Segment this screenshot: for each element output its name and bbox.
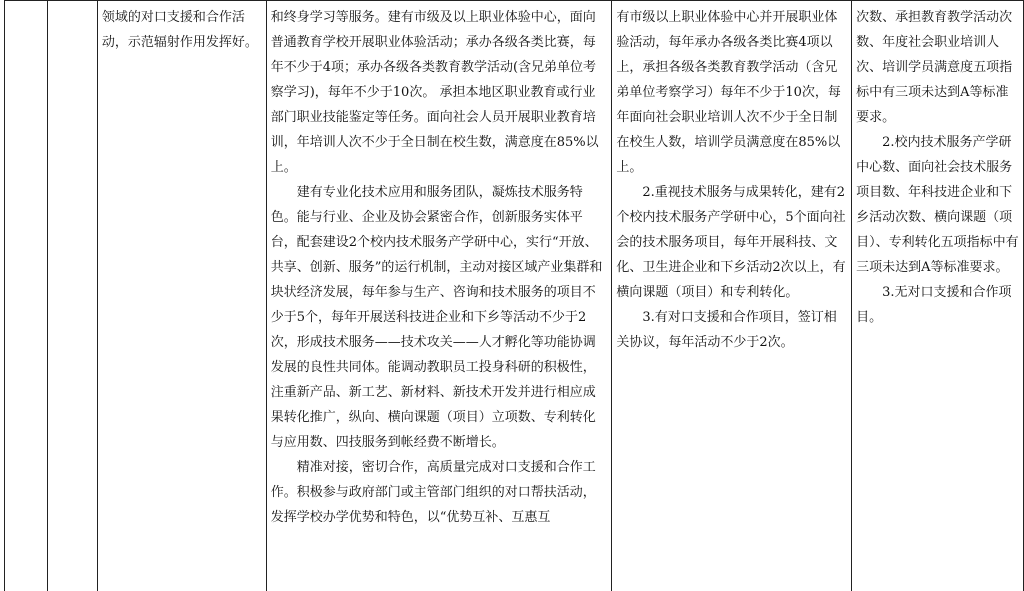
col-indicator-cell <box>97 1 266 591</box>
standard-paragraph-2: 建有专业化技术应用和服务团队，凝炼技术服务特色。能与行业、企业及协会紧密合作，创新服务实体平台，配套建设2个校内技术服务产学研中心，实行“开放、共享、创新、服务”的运行机制，主动对接区域产业集群和块状经济发展，每年参与生产、咨询和技术服务的项目不少于5个，每年开展送科技进企业和下乡等活动不少于2次，形成技术服务——技术攻关——人才孵化等功能协调发展的良性共同体。能调动教职员工投身科研的积极性，注重新产品、新工艺、新材料、新技术开发并进行相应成果转化推广，纵向、横向课题（项目）立项数、专利转化与应用数、四技服务到帐经费不断增长。 <box>270 185 603 450</box>
col-c-grade-text <box>856 5 1019 330</box>
col-a-grade-text <box>616 5 847 355</box>
c-grade-paragraph-1: 次数、承担教育教学活动次数、年度社会职业培训人次、培训学员满意度五项指标中有三项未达到A等标准要求。 <box>856 10 1013 125</box>
col-item-cell <box>47 1 97 591</box>
standard-paragraph-3: 精准对接，密切合作，高质量完成对口支援和合作工作。积极参与政府部门或主管部门组织的对口帮扶活动，发挥学校办学优势和特色，以“优势互补、互惠互 <box>270 460 596 525</box>
col-standard-text <box>271 5 608 530</box>
col-indicator-text <box>102 5 262 55</box>
col-a-grade-cell <box>612 1 852 591</box>
standard-paragraph-1: 和终身学习等服务。建有市级及以上职业体验中心，面向普通教育学校开展职业体验活动；承办各级各类比赛，每年不少于4项；承办各级各类教育教学活动(含兄弟单位考察学习)，每年不少于10次。 承担本地区职业教育或行业部门职业技能鉴定等任务。面向社会人员开展职业教育培训，年培训人次不少于全日制在校生数，满意度在85%以上。 <box>270 10 599 175</box>
c-grade-paragraph-2: 2.校内技术服务产学研中心数、面向社会技术服务项目数、年科技进企业和下乡活动次数、横向课题（项目）、专利转化五项指标中有三项未达到A等标准要求。 <box>856 135 1019 275</box>
table-row <box>5 1 1024 591</box>
c-grade-paragraph-3: 3.无对口支援和合作项目。 <box>856 285 1012 325</box>
evaluation-table <box>4 0 1024 591</box>
indicator-paragraph: 领域的对口支援和合作活动，示范辐射作用发挥好。 <box>101 10 258 50</box>
col-index-cell <box>5 1 48 591</box>
col-standard-cell <box>266 1 612 591</box>
col-c-grade-cell <box>852 1 1024 591</box>
a-grade-paragraph-3: 3.有对口支援和合作项目，签订相关协议，每年活动不少于2次。 <box>616 310 837 350</box>
a-grade-paragraph-2: 2.重视技术服务与成果转化，建有2个校内技术服务产学研中心，5个面向社会的技术服务项目，每年开展科技、文化、卫生进企业和下乡活动2次以上，有横向课题（项目）和专利转化。 <box>616 185 846 300</box>
a-grade-paragraph-1: 有市级以上职业体验中心并开展职业体验活动，每年承办各级各类比赛4项以上，承担各级各类教育教学活动（含兄弟单位考察学习）每年不少于10次，每年面向社会职业培训人次不少于全日制在校生人数，培训学员满意度在85%以上。 <box>616 10 841 175</box>
